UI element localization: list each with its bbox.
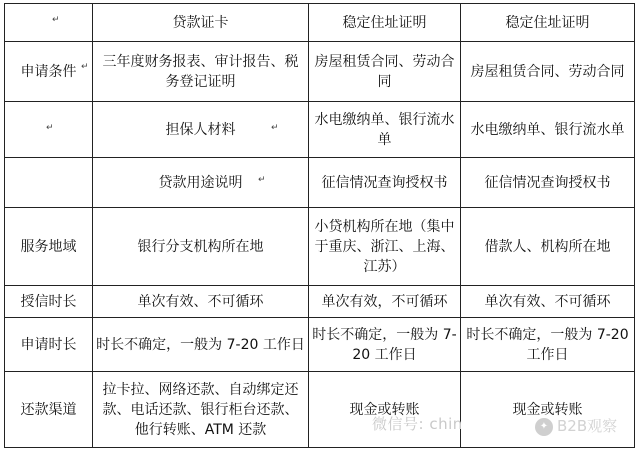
row-label: 授信时长 bbox=[5, 286, 93, 318]
watermark-logo-icon: ✦ bbox=[535, 418, 553, 436]
row-label: 服务地域 bbox=[5, 208, 93, 286]
paragraph-mark-icon: ↵ bbox=[81, 62, 89, 72]
table-cell: 三年度财务报表、审计报告、税务登记证明 bbox=[93, 42, 309, 102]
table-row bbox=[5, 42, 635, 102]
paragraph-mark-icon: ↵ bbox=[52, 15, 60, 25]
table-row bbox=[5, 318, 635, 372]
row-label bbox=[5, 158, 93, 208]
table-row bbox=[5, 372, 635, 448]
table-cell: 贷款用途说明 bbox=[93, 158, 309, 208]
table-cell: 现金或转账 bbox=[309, 372, 461, 448]
table-cell: 担保人材料 bbox=[93, 102, 309, 158]
table-cell: 拉卡拉、网络还款、自动绑定还款、电话还款、银行柜台还款、他行转账、ATM 还款 bbox=[93, 372, 309, 448]
table-cell: 房屋租赁合同、劳动合同 bbox=[309, 42, 461, 102]
header-cell: 贷款证卡 bbox=[93, 4, 309, 42]
watermark-brand: B2B观察 bbox=[557, 417, 618, 435]
table-cell: 单次有效，不可循环 bbox=[309, 286, 461, 318]
table-row bbox=[5, 286, 635, 318]
header-row bbox=[5, 4, 635, 42]
table-cell: 单次有效、不可循环 bbox=[461, 286, 635, 318]
table-cell: 小贷机构所在地（集中于重庆、浙江、上海、江苏） bbox=[309, 208, 461, 286]
table-cell: 现金或转账 bbox=[461, 372, 635, 448]
table-cell: 征信情况查询授权书 bbox=[309, 158, 461, 208]
table-cell: 征信情况查询授权书 bbox=[461, 158, 635, 208]
paragraph-mark-icon: ↵ bbox=[258, 175, 266, 185]
table-cell: 水电缴纳单、银行流水单 bbox=[461, 102, 635, 158]
table-cell: 时长不确定，一般为 7-20 工作日 bbox=[93, 318, 309, 372]
table-row bbox=[5, 208, 635, 286]
table-row bbox=[5, 102, 635, 158]
paragraph-mark-icon: ↵ bbox=[271, 123, 279, 133]
header-cell: 稳定住址证明 bbox=[309, 4, 461, 42]
table-cell: 借款人、机构所在地 bbox=[461, 208, 635, 286]
table-cell: 水电缴纳单、银行流水单 bbox=[309, 102, 461, 158]
row-label: 申请条件 bbox=[5, 42, 93, 102]
row-label: 申请时长 bbox=[5, 318, 93, 372]
table-row bbox=[5, 158, 635, 208]
table-cell: 房屋租赁合同、劳动合同 bbox=[461, 42, 635, 102]
header-cell bbox=[5, 4, 93, 42]
table-cell: 银行分支机构所在地 bbox=[93, 208, 309, 286]
table-cell: 单次有效、不可循环 bbox=[93, 286, 309, 318]
watermark-text: 微信号: chin bbox=[372, 415, 463, 433]
header-cell: 稳定住址证明 bbox=[461, 4, 635, 42]
paragraph-mark-icon: ↵ bbox=[46, 123, 54, 133]
table-cell: 时长不确定，一般为 7-20 工作日 bbox=[461, 318, 635, 372]
table-cell: 时长不确定，一般为 7-20 工作日 bbox=[309, 318, 461, 372]
row-label: 还款渠道 bbox=[5, 372, 93, 448]
comparison-table bbox=[4, 3, 635, 448]
